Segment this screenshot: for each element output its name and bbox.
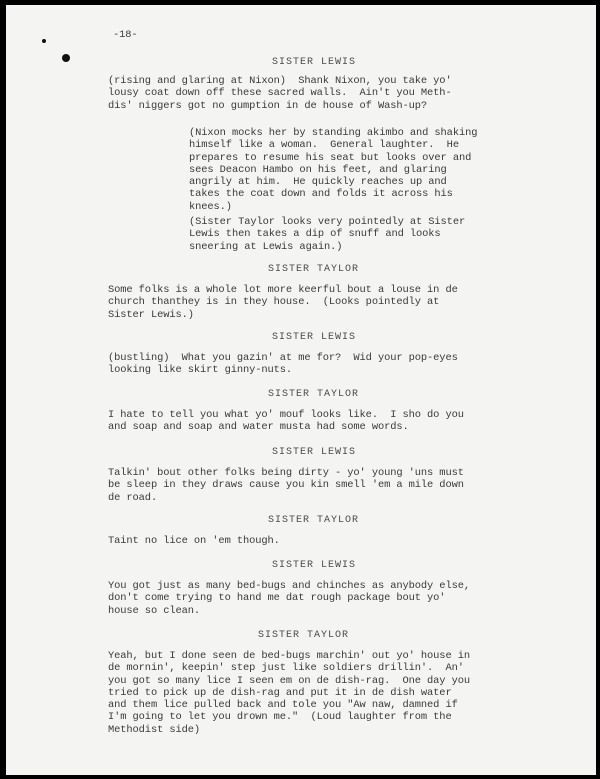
heading: SISTER LEWIS — [272, 332, 357, 343]
stage-direction — [189, 216, 465, 253]
text-line: dis' niggers got no gumption in de house of Wash-up? — [108, 99, 428, 112]
heading: SISTER TAYLOR — [268, 515, 360, 526]
text-line: lousy coat down off these sacred walls. Ain't you Meth- — [108, 87, 452, 100]
text-line: and them lice pulled back and tole you "Aw naw, damned if — [108, 699, 458, 712]
punch-mark — [42, 39, 46, 43]
text-line: You got just as many bed-bugs and chinches as anybody else, — [108, 580, 470, 592]
text-line: (Nixon mocks her by standing akimbo and shaking — [189, 127, 478, 139]
speech — [108, 352, 458, 377]
text-line: Yeah, but I done seen de bed-bugs marchin' out yo' house in — [108, 650, 470, 662]
text-line: de mornin', keepin' step just like soldiers drillin'. An' — [108, 662, 464, 675]
text-line: house so clean. — [108, 604, 201, 617]
page-number: -18- — [113, 29, 138, 41]
text-line: angrily at him. He quickly reaches up and — [189, 176, 447, 189]
speech — [108, 535, 280, 547]
text-line: church thanthey is in they house. (Looks pointedly at — [108, 296, 440, 309]
stage-direction — [189, 127, 477, 213]
text-line: (rising and glaring at Nixon) Shank Nixon, you take yo' — [108, 75, 452, 87]
text-line: don't come trying to hand me dat rough package bout yo' — [108, 592, 446, 605]
text-line: takes the coat down and folds it across his — [189, 188, 453, 201]
speech — [108, 650, 470, 736]
text-line: looking like skirt ginny-nuts. — [108, 364, 293, 377]
text-line: Methodist side) — [108, 723, 201, 736]
heading: SISTER TAYLOR — [268, 264, 360, 275]
speech — [108, 284, 458, 321]
heading: SISTER LEWIS — [272, 57, 357, 68]
text-line: I'm going to let you drown me." (Loud laughter from the — [108, 711, 452, 724]
text-line: Lewis then takes a dip of snuff and looks — [189, 228, 441, 241]
text-line: I hate to tell you what yo' mouf looks like. I sho do you — [108, 409, 464, 421]
text-line: Talkin' bout other folks being dirty - yo' young 'uns must — [108, 467, 464, 479]
text-line: Some folks is a whole lot more keerful bout a louse in de — [108, 284, 458, 296]
text-line: and soap and soap and water musta had some words. — [108, 421, 409, 434]
text-line: tried to pick up de dish-rag and put it in de dish water — [108, 686, 452, 699]
text-line: de road. — [108, 491, 158, 504]
heading: SISTER TAYLOR — [258, 630, 350, 641]
text-line: Taint no lice on 'em though. — [108, 535, 280, 547]
speech — [108, 409, 464, 434]
text-line: (bustling) What you gazin' at me for? Wid your pop-eyes — [108, 352, 458, 364]
text-line: prepares to resume his seat but looks over and — [189, 151, 472, 164]
text-line: be sleep in they draws cause you kin smell 'em a mile down — [108, 479, 464, 492]
heading: SISTER TAYLOR — [268, 389, 360, 400]
text-line: himself like a woman. General laughter. He — [189, 139, 459, 152]
heading: SISTER LEWIS — [272, 447, 357, 458]
heading: SISTER LEWIS — [272, 560, 357, 571]
text-line: (Sister Taylor looks very pointedly at Sister — [189, 216, 466, 228]
script-page — [6, 5, 596, 775]
text-line: sneering at Lewis again.) — [189, 240, 343, 253]
text-line: knees.) — [189, 200, 232, 213]
text-line: Sister Lewis.) — [108, 308, 194, 321]
text-line: sees Deacon Hambo on his feet, and glaring — [189, 163, 447, 176]
punch-mark — [62, 54, 70, 62]
speech — [108, 467, 464, 504]
text-line: you got so many lice I seen em on de dish-rag. One day you — [108, 674, 470, 687]
speech — [108, 580, 470, 617]
speech — [108, 75, 452, 112]
